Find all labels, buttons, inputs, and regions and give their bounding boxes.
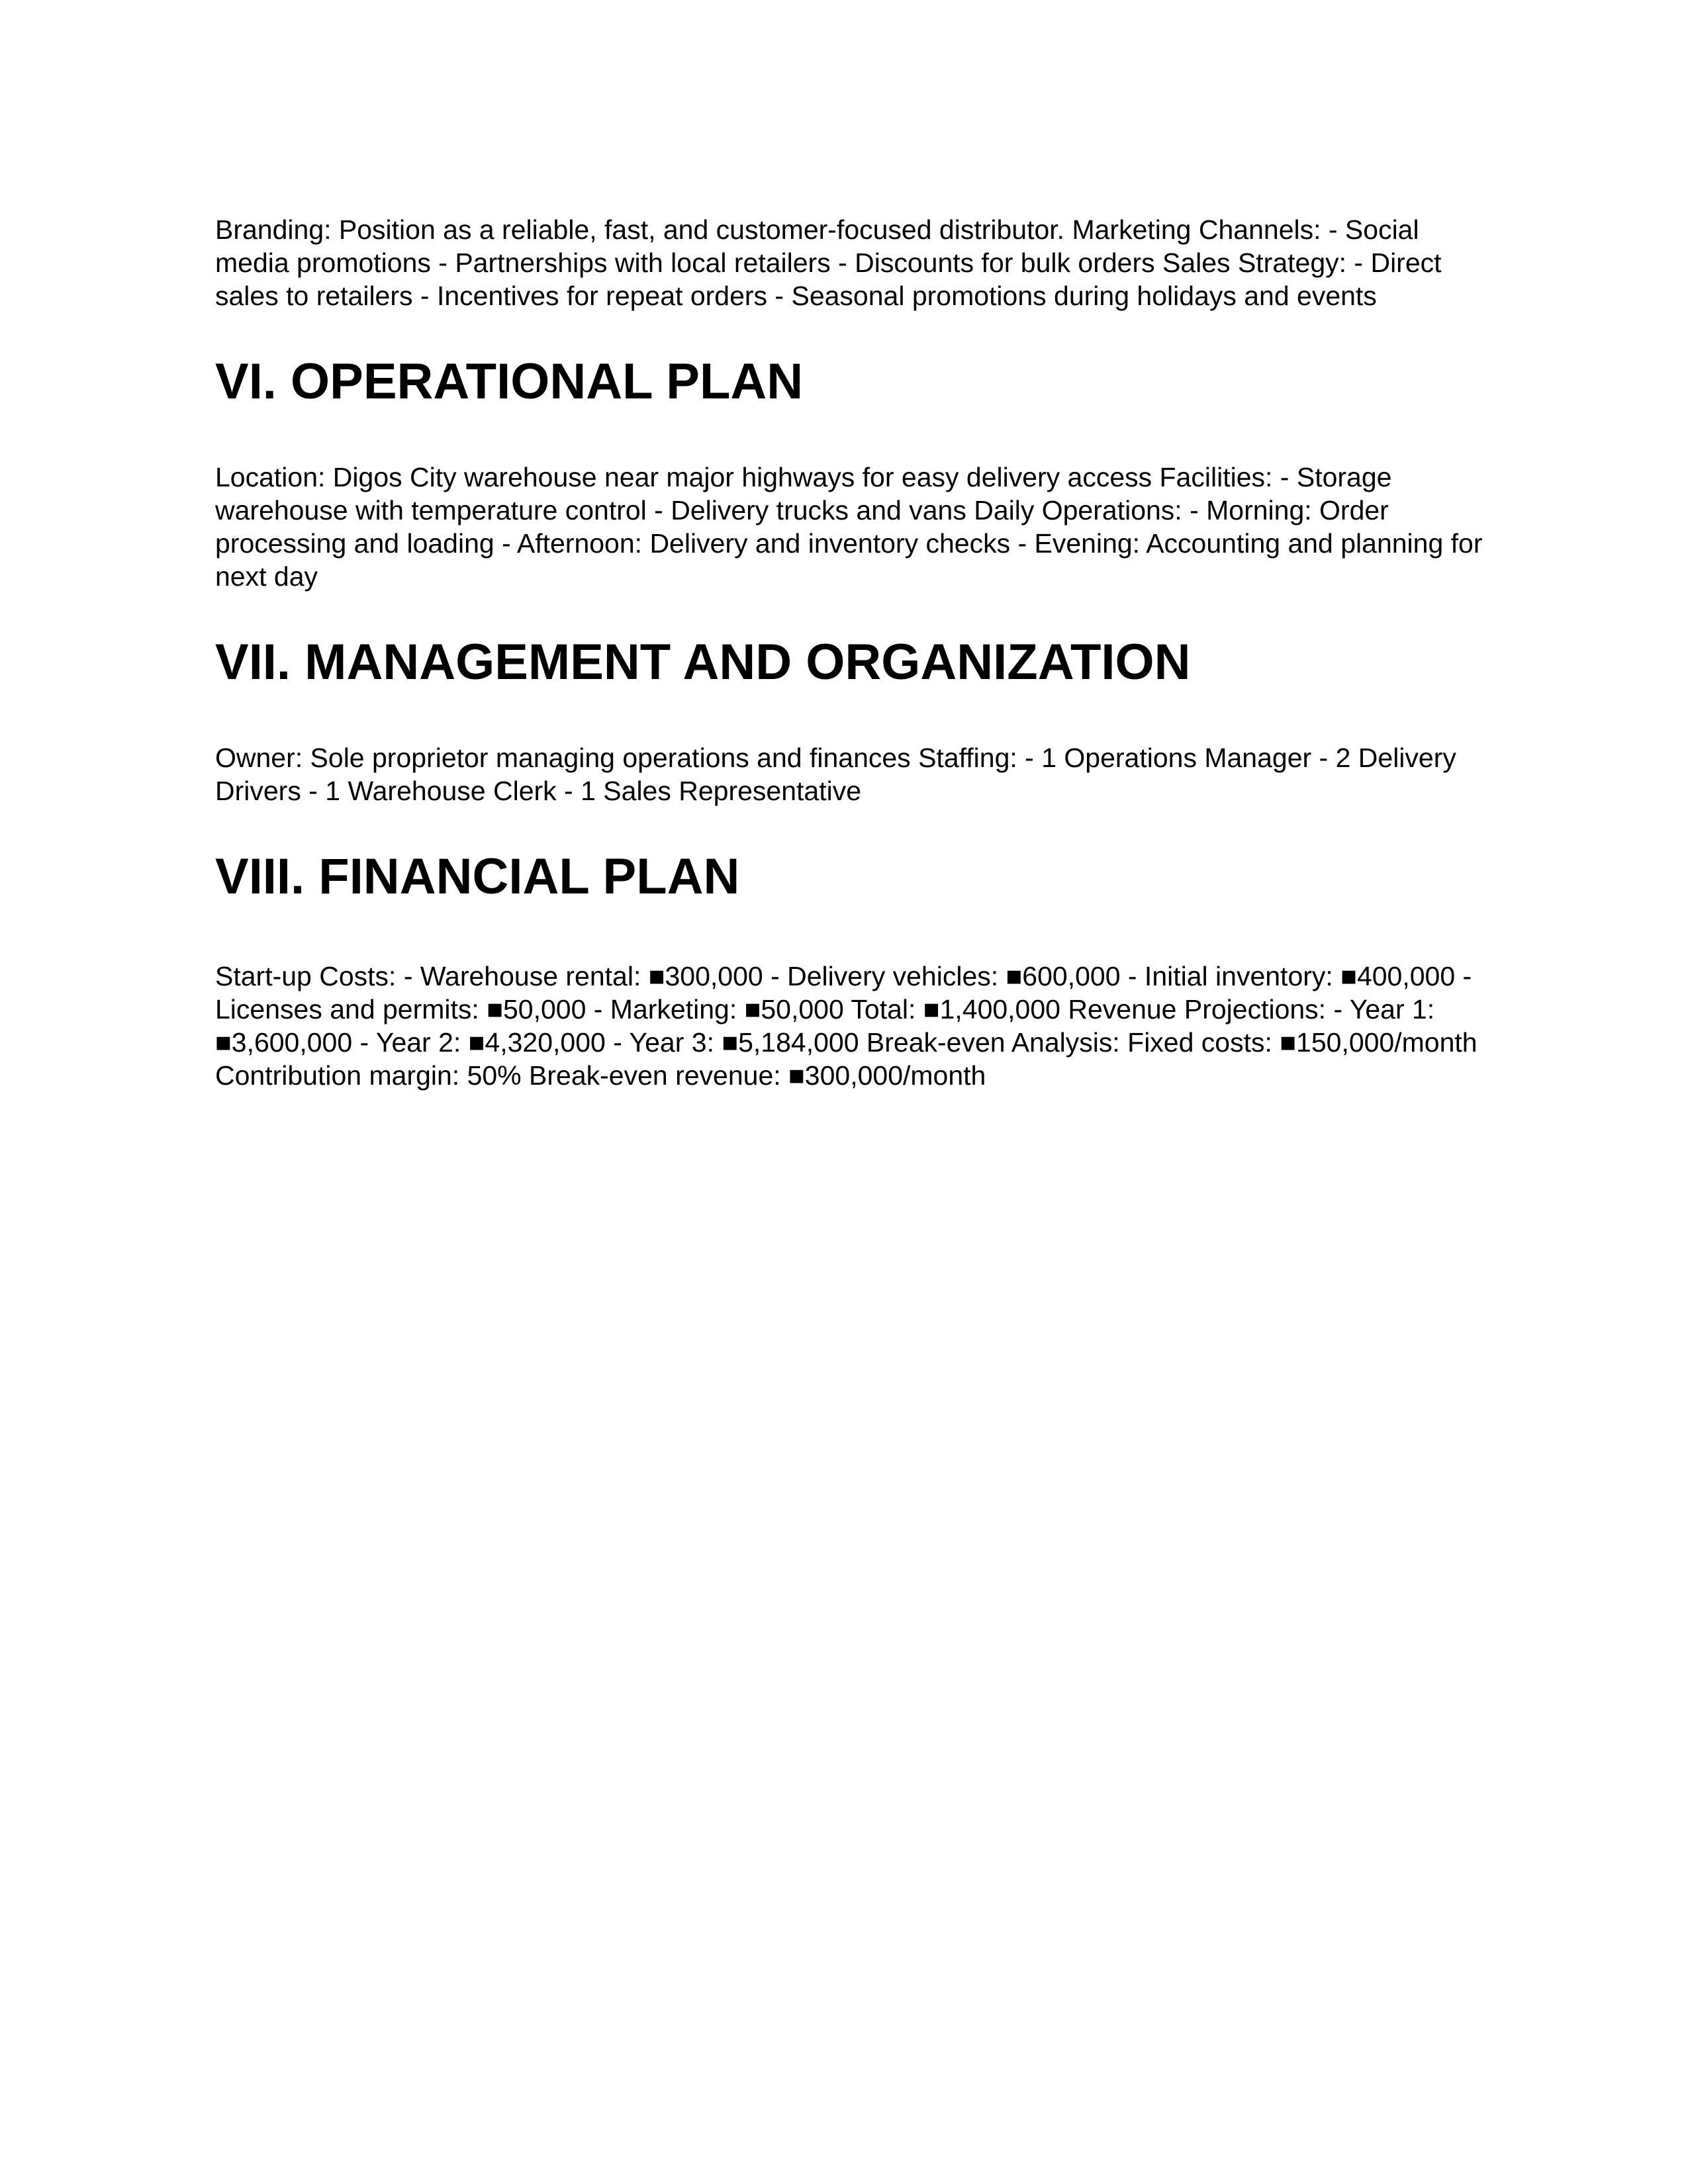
marketing-paragraph: Branding: Position as a reliable, fast, and customer-focused distributor. Marketing Channels: - Social media promotions - Partnerships with local retailers - Discounts for bulk orders Sales Strategy: - Direct sales to retailers - Incentives for repeat orders - Seasonal promotions during holidays and events: [215, 214, 1442, 311]
financial-plan-paragraph: Start-up Costs: - Warehouse rental: ■300,000 - Delivery vehicles: ■600,000 - Initial inventory: ■400,000 - Licenses and permits: ■50,000 - Marketing: ■50,000 Total: ■1,400,000 Revenue Projections: - Year 1: ■3,600,000 - Year 2: ■4,320,000 - Year 3: ■5,184,000 Break-even Analysis: Fixed costs: ■150,000/month Contribution margin: 50% Break-even revenue: ■300,000/month: [215, 961, 1477, 1091]
management-heading: VII. MANAGEMENT AND ORGANIZATION: [215, 634, 1191, 690]
financial-plan-heading: VIII. FINANCIAL PLAN: [215, 848, 740, 905]
operational-plan-heading: VI. OPERATIONAL PLAN: [215, 353, 804, 410]
operational-plan-paragraph: Location: Digos City warehouse near major highways for easy delivery access Facilities: - Storage warehouse with temperature control - Delivery trucks and vans Daily Operations: - Morning: Order processing and loading - Afternoon: Delivery and inventory checks - Evening: Accounting and planning for next day: [215, 462, 1483, 592]
management-paragraph: Owner: Sole proprietor managing operations and finances Staffing: - 1 Operations Manager - 2 Delivery Drivers - 1 Warehouse Clerk - 1 Sales Representative: [215, 743, 1456, 806]
page-content: [215, 213, 1493, 1092]
